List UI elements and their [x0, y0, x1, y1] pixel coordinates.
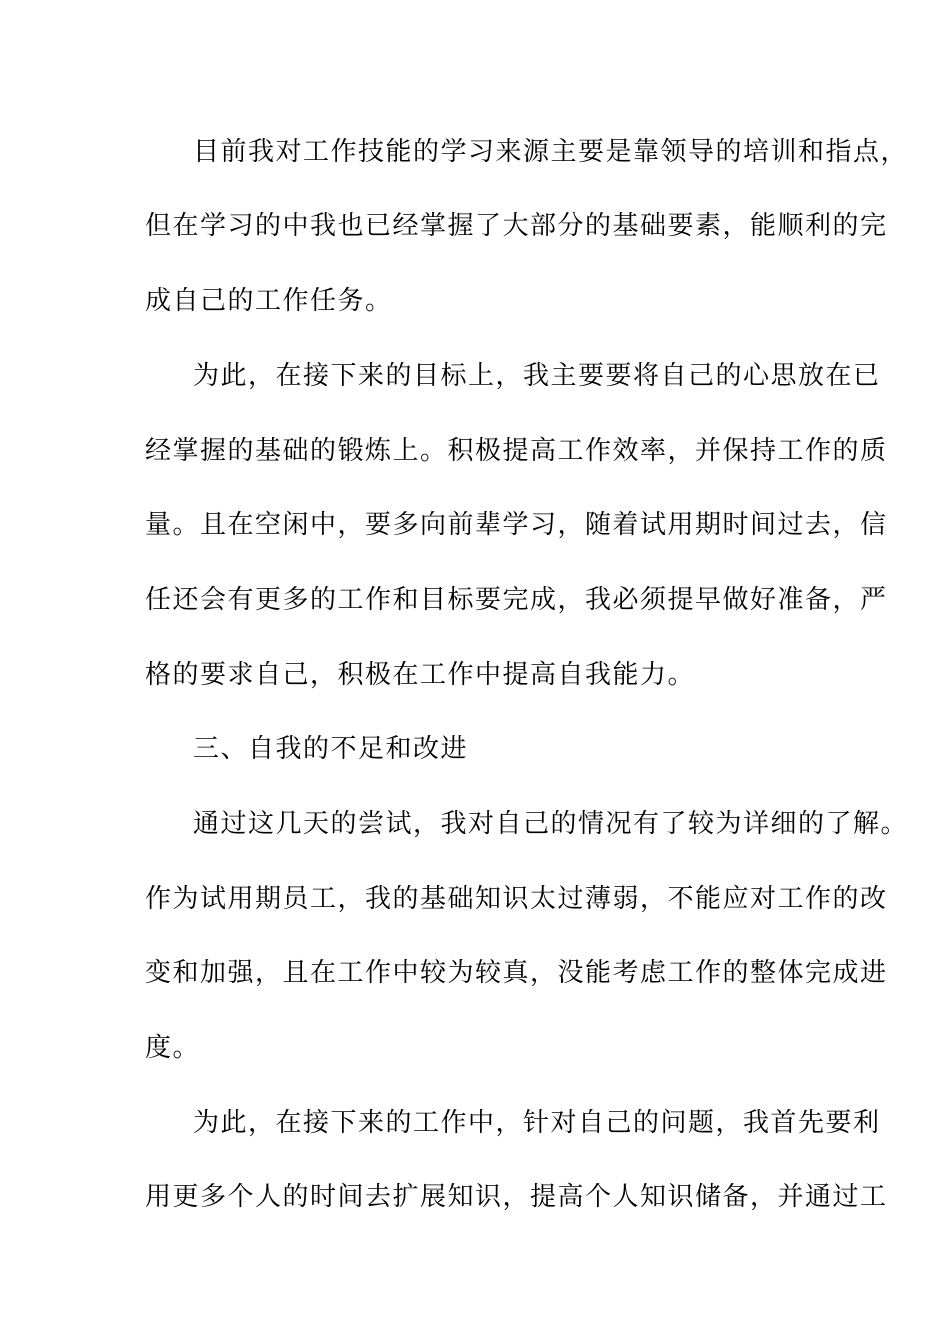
- paragraph-line: 变和加强，且在工作中较为较真，没能考虑工作的整体完成进: [145, 958, 888, 988]
- paragraph-line: 任还会有更多的工作和目标要完成，我必须提早做好准备，严: [145, 585, 888, 615]
- paragraph-line: 通过这几天的尝试，我对自己的情况有了较为详细的了解。: [193, 809, 909, 839]
- paragraph-line: 量。且在空闲中，要多向前辈学习，随着试用期时间过去，信: [145, 510, 888, 540]
- paragraph-line: 为此，在接下来的目标上，我主要要将自己的心思放在已: [193, 361, 881, 391]
- section-heading: 三、自我的不足和改进: [193, 734, 469, 764]
- paragraph-line: 为此，在接下来的工作中，针对自己的问题，我首先要利: [193, 1108, 881, 1138]
- paragraph-line: 目前我对工作技能的学习来源主要是靠领导的培训和指点，: [193, 137, 909, 167]
- paragraph-line: 但在学习的中我也已经掌握了大部分的基础要素，能顺利的完: [145, 211, 888, 241]
- paragraph-line: 度。: [145, 1033, 201, 1063]
- paragraph-line: 用更多个人的时间去扩展知识，提高个人知识储备，并通过工: [145, 1182, 888, 1212]
- paragraph-line: 成自己的工作任务。: [145, 286, 393, 316]
- paragraph-line: 格的要求自己，积极在工作中提高自我能力。: [145, 660, 696, 690]
- paragraph-line: 经掌握的基础的锻炼上。积极提高工作效率，并保持工作的质: [145, 436, 888, 466]
- paragraph-line: 作为试用期员工，我的基础知识太过薄弱，不能应对工作的改: [145, 884, 888, 914]
